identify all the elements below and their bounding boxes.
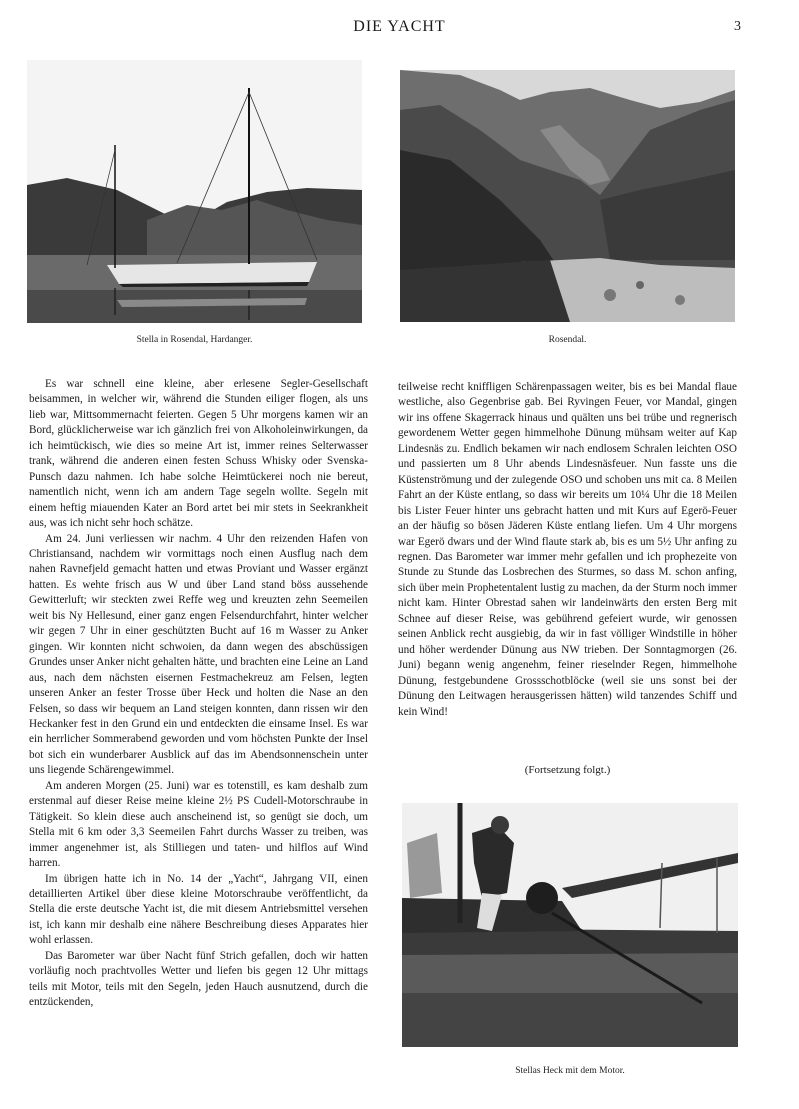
photo-stern-with-motor — [402, 803, 738, 1047]
photo1-caption: Stella in Rosendal, Hardanger. — [136, 335, 253, 345]
paragraph: Das Barometer war über Nacht fünf Strich gefallen, doch wir hatten vorläufig noch prachtvolles Wetter und liefen bis gegen 12 Uhr mittags teils mit Motor, teils mit den Segeln, jeden Hauch ausnutzend, durch die entzückenden, — [29, 949, 368, 1009]
photo-stella-in-rosendal — [27, 60, 362, 323]
paragraph: Am 24. Juni verliessen wir nachm. 4 Uhr den reizenden Hafen von Christiansand, nachdem wir vormittags noch einen Ausflug nach dem nahen Ravnefjeld gemacht hatten und etwas Proviant und Wasser ergänzt hatten. Es wehte frisch aus W und über Land stand böss aussehende Gewitterluft; wir steckten zwei Reffe weg und kreuzten zehn Seemeilen weit bis Ny Hellesund, einer ganz engen Felsendurchfahrt, hinter welcher wir gegen 7 Uhr in einer geschützten Bucht auf 16 m Wasser zu Anker gingen. Wir konnten nicht schwoien, da dann wegen des abschüssigen Grundes unser Anker nicht gehalten hätte, und brachten eine Leine an Land aus, nach dem nächsten eisernen Festmachekreuz am Felsen, legten unseren Anker an fester Trosse über Heck und holten die Nase an den Felsen, so dass wir bequem an Land steigen konnten, dann rissen wir den Heckanker fest in den Grund ein und entdeckten die einsame Insel. Es war ein herrlicher Sommerabend geworden und vom höchsten Punkte der Insel bot sich ein wunderbarer Ausblick auf das im Abendsonnenschein unter uns liegende Schärengewimmel. — [29, 532, 368, 777]
paragraph: Es war schnell eine kleine, aber erlesene Segler-Gesellschaft beisammen, in welcher wir, während die Stunden eiliger flogen, als uns lieb war, Mittsommernacht feierten. Gegen 5 Uhr morgens kamen wir an Bord, glücklicherweise war ich gänzlich frei von Alkoholeinwirkungen, da ich heimtückisch, wie dies so meine Art ist, immer reines Selterwasser trank, während die anderen einen festen Schuss Whisky oder Svenska-Punsch dazu nahmen. Ich habe solche Heimtückerei noch nie bereut, namentlich nicht, wenn ich am andern Tage segeln wollte. Segeln mit einem heftig miauenden Kater an Bord artet bei mir stets in Seekrankheit aus, was ich nicht sehr hoch schätze. — [29, 378, 368, 530]
photo2-caption: Rosendal. — [548, 335, 587, 345]
continued-note: (Fortsetzung folgt.) — [524, 764, 611, 776]
photo3-caption: Stellas Heck mit dem Motor. — [515, 1066, 625, 1076]
paragraph: Im übrigen hatte ich in No. 14 der „Yacht“, Jahrgang VII, einen detaillierten Artikel über diese kleine Motorschraube veröffentlicht, da Stella die erste deutsche Yacht ist, die mit diesem Antriebsmittel versehen ist, ich kann mir deshalb eine nähere Beschreibung dieses Apparates hier wohl erlassen. — [29, 872, 368, 947]
paragraph: Am anderen Morgen (25. Juni) war es totenstill, es kam deshalb zum erstenmal auf dieser Reise meine kleine 2½ PS Cudell-Motorschraube in Tätigkeit. So klein diese auch anscheinend ist, so genügt sie doch, um Stella mit 6 km oder 3,3 Seemeilen Fahrt durchs Wasser zu treiben, was immer angenehmer ist, als Stilliegen und taten- und hilflos auf Wind harren. — [29, 779, 368, 870]
page-number: 3 — [734, 19, 741, 34]
running-header: DIE YACHT — [353, 18, 446, 35]
article-right-column — [398, 380, 737, 720]
photo-rosendal — [400, 70, 735, 322]
article-left-column — [29, 377, 368, 1011]
paragraph: teilweise recht kniffligen Schärenpassagen weiter, bis es bei Mandal flaue westliche, also Gegenbrise gab. Bei Ryvingen Feuer, vor Mandal, gingen wir ins offene Skagerrack hinaus und quälten uns bei trübe und regnerisch gewordenem Wetter gegen himmelhohe Dünung mühsam weiter auf Kap Lindesnäs zu. Endlich bekamen wir nach endlosem Schralen leichten OSO und passierten um 8 Uhr abends Lindesnäsfeuer. Nun fasste uns die Küstenströmung und der zulegende OSO und schoben uns mit ca. 8 Meilen Fahrt an der Küste entlang, so dass wir bereits um 10¼ Uhr die 18 Meilen bis Lister Feuer hinter uns gebracht hatten und mit Kurs auf Egerö-Feuer an der häufig so bösen Jäderen Küste entlang liefen. Um 4 Uhr morgens war Egerö dwars und der Wind flaute stark ab, bis es um 5½ Uhr anfing zu regnen. Das Barometer war immer mehr gefallen und ich prophezeite von Stunde zu Stunde das Losbrechen des Sturmes, so dass M. schon anfing, sich über mein Prophetentalent lustig zu machen, da der Sturm noch immer nicht kam. Hinter Obrestad sahen wir landeinwärts den ersten Berg mit Schnee auf dieser Reise, was gebührend gefeiert wurde, wir genossen seinen Anblick recht ausgiebig, da wir in fast völliger Windstille in höher und höher werdender Dünung aus NW trieben. Der Sonntagmorgen (26. Juni) begann wenig angenehm, feiner rieselnder Regen, himmelhohe Dünung, festgebundene Grossschotblöcke (weil sie uns sonst bei der Dünung den Leitwagen herausgerissen hätten) wild tanzendes Schiff und kein Wind! — [398, 381, 737, 718]
